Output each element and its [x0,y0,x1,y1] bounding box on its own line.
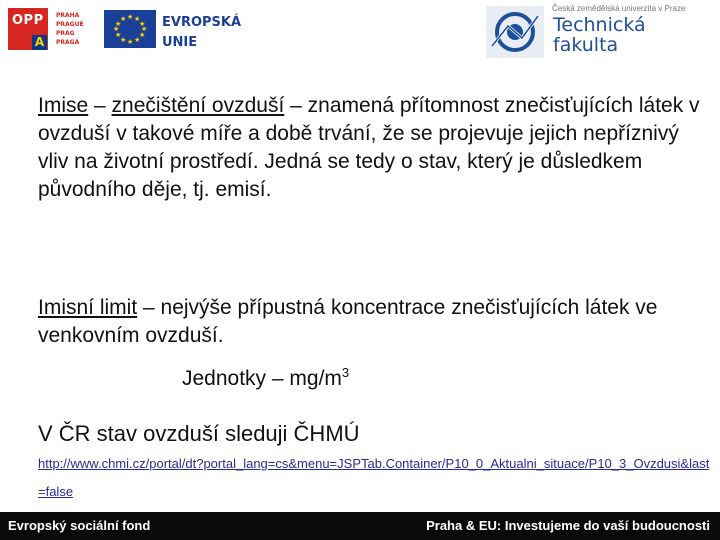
footer-bar [0,512,720,540]
faculty-name-line2: fakulta [553,34,619,56]
opp-word: PRAHA [56,12,80,19]
imise-definition [38,92,708,204]
eu-flag-icon: ★ ★ ★ ★ ★ ★ ★ ★ ★ ★ ★ ★ [104,10,156,48]
eu-label-line2: UNIE [162,35,198,50]
footer-right-text: Praha & EU: Investujeme do vaší budoucnosti [426,518,710,533]
units-superscript: 3 [341,365,350,380]
university-name: Česká zemědělská univerzita v Praze [552,4,686,13]
faculty-emblem-icon [486,6,544,58]
term-imission-limit: Imisní limit [38,296,138,319]
opp-word: PRAG [56,30,75,37]
opp-logo-text: OPP [12,13,44,28]
units-line [182,365,349,393]
opp-city-words [56,12,94,50]
opp-word: PRAGA [56,39,80,46]
opp-logo-letter: A [32,35,47,50]
faculty-name-line1: Technická [553,14,646,36]
eu-label [162,13,241,53]
opp-word: PRAGUE [56,21,84,28]
chmi-link[interactable]: http://www.chmi.cz/portal/dt?portal_lang=cs&menu=JSPTab.Container/P10_0_Aktualni_situace/P10_3_Ovzdusi&last=false [38,456,710,499]
eu-label-line1: EVROPSKÁ [162,15,242,30]
dash: – [88,94,112,117]
imission-limit-definition [38,294,678,350]
footer-left-text: Evropský sociální fond [8,518,151,533]
term-imise: Imise [38,94,89,117]
imise-definition-text: – znamená přítomnost znečisťujících látek v ovzduší v takové míře a době trvání, že se projevuje jejich nepříznivý vliv na životní prostředí. Jedná se tedy o stav, který je důsledkem původního děje, tj. emisí. [38,94,700,201]
imission-limit-text: – nejvýše přípustná koncentrace znečisťujících látek ve venkovním ovzduší. [38,296,658,347]
units-label: Jednotky – mg/m [182,367,342,390]
faculty-name [553,15,646,55]
term-air-pollution: znečištění ovzduší [111,94,285,117]
chmu-monitoring-text: V ČR stav ovzduší sleduji ČHMÚ [38,421,360,446]
opp-praha-logo [8,8,48,50]
